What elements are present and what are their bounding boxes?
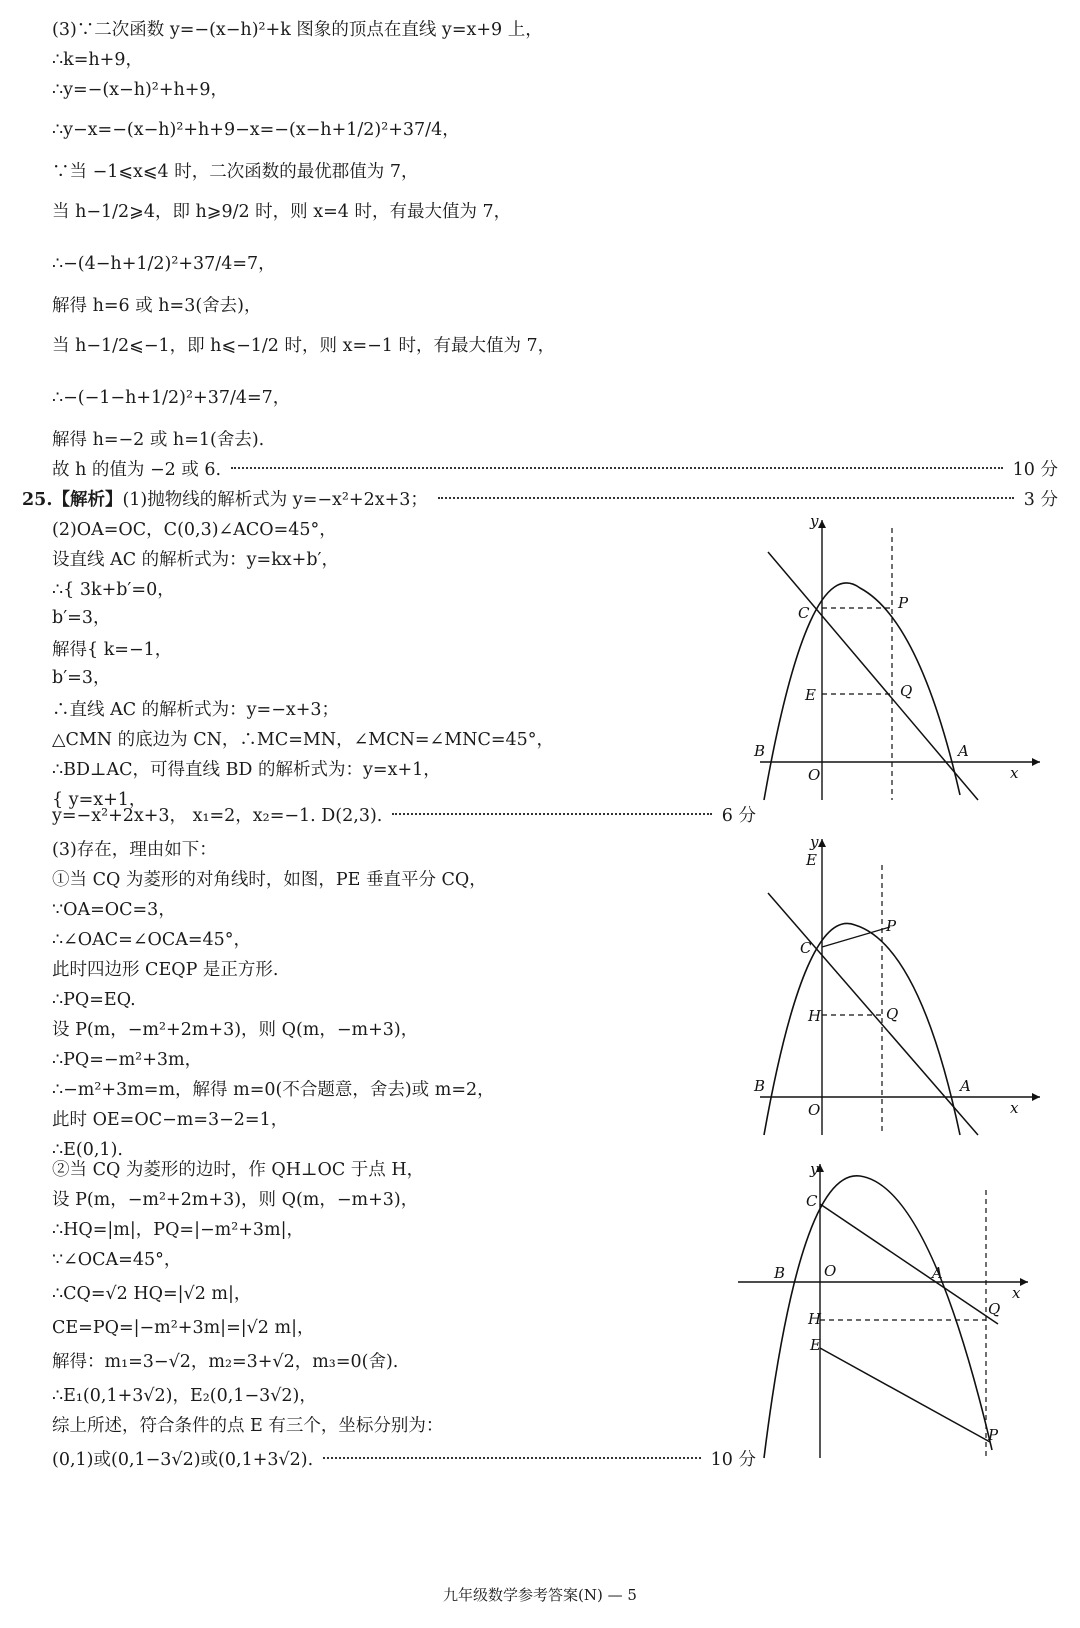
solution-line: ①当 CQ 为菱形的对角线时，如图，PE 垂直平分 CQ， <box>52 870 487 890</box>
segment-ep <box>820 1348 990 1442</box>
label-x: x <box>1012 1284 1021 1302</box>
label-a: A <box>958 742 969 760</box>
score-row <box>52 1448 756 1472</box>
label-q: Q <box>988 1300 1001 1318</box>
solution-line: ∵当 −1⩽x⩽4 时，二次函数的最优郡值为 7， <box>52 162 419 182</box>
solution-line: (3)∵二次函数 y=−(x−h)²+k 图象的顶点在直线 y=x+9 上， <box>52 20 543 40</box>
score-row <box>52 458 1058 482</box>
solution-line: ∵OA=OC=3， <box>52 900 176 920</box>
solution-line: 解得 h=6 或 h=3(舍去)， <box>52 296 262 316</box>
solution-line: (3)存在，理由如下： <box>52 840 217 860</box>
q25-header-row <box>22 488 1058 512</box>
solution-line: ∴∠OAC=∠OCA=45°， <box>52 930 252 950</box>
solution-line: { y=x+1， <box>52 790 147 810</box>
question-number: 25. <box>22 490 53 510</box>
label-a: A <box>932 1264 943 1282</box>
label-a: A <box>960 1077 971 1095</box>
parabola <box>764 923 960 1135</box>
solution-line: ∴E(0,1). <box>52 1140 123 1160</box>
dot-leader <box>231 467 1003 469</box>
solution-line: 当 h−1/2⩽−1，即 h⩽−1/2 时，则 x=−1 时，有最大值为 7， <box>52 336 556 356</box>
score-label: 10 分 <box>710 1450 756 1470</box>
solution-line: ∴PQ=−m²+3m， <box>52 1050 203 1070</box>
solution-line: CE=PQ=|−m²+3m|=|√2 m|， <box>52 1318 315 1338</box>
solution-line: ∴y=−(x−h)²+h+9， <box>52 80 229 100</box>
dot-leader <box>323 1457 700 1459</box>
label-p: P <box>886 917 897 935</box>
solution-line: ∴BD⊥AC，可得直线 BD 的解析式为：y=x+1， <box>52 760 441 780</box>
line-ca <box>820 1204 1001 1324</box>
solution-line: b′=3， <box>52 668 111 688</box>
score-row <box>52 804 756 828</box>
label-b: B <box>754 742 766 760</box>
dot-leader <box>392 813 711 815</box>
label-y: y <box>810 1160 819 1178</box>
solution-line: ∴k=h+9， <box>52 50 143 70</box>
solution-line: ∴PQ=EQ. <box>52 990 136 1010</box>
solution-line: ∴−(4−h+1/2)²+37/4=7， <box>52 254 276 274</box>
solution-line: 设 P(m，−m²+2m+3)，则 Q(m，−m+3)， <box>52 1020 419 1040</box>
solution-line: b′=3， <box>52 608 111 628</box>
solution-line: ∵∠OCA=45°， <box>52 1250 182 1270</box>
label-y: y <box>810 512 819 530</box>
parabola <box>764 583 960 800</box>
solution-line: 设 P(m，−m²+2m+3)，则 Q(m，−m+3)， <box>52 1190 419 1210</box>
solution-line: ∴HQ=|m|，PQ=|−m²+3m|， <box>52 1220 305 1240</box>
label-h: H <box>808 1007 822 1025</box>
label-b: B <box>774 1264 786 1282</box>
label-e: E <box>810 1336 821 1354</box>
solution-line: 解得：m₁=3−√2，m₂=3+√2，m₃=0(舍). <box>52 1352 399 1372</box>
solution-line: 故 h 的值为 −2 或 6. <box>52 460 222 480</box>
label-e: E <box>806 851 817 869</box>
solution-line: y=−x²+2x+3， x₁=2，x₂=−1. D(2,3). <box>52 806 383 826</box>
score-label: 6 分 <box>721 806 756 826</box>
solution-line: ∴直线 AC 的解析式为：y=−x+3； <box>52 700 340 720</box>
label-h: H <box>808 1310 822 1328</box>
label-x: x <box>1010 1099 1019 1117</box>
label-c: C <box>798 604 810 622</box>
solution-line: 设直线 AC 的解析式为：y=kx+b′， <box>52 550 340 570</box>
figure-1 <box>750 510 1050 810</box>
figure-2 <box>750 835 1050 1145</box>
solution-line: ∴CQ=√2 HQ=|√2 m|， <box>52 1284 252 1304</box>
solution-line: △CMN 的底边为 CN，∴MC=MN，∠MCN=∠MNC=45°， <box>52 730 555 750</box>
solution-line: ∴y−x=−(x−h)²+h+9−x=−(x−h+1/2)²+37/4， <box>52 120 460 140</box>
solution-line: 此时四边形 CEQP 是正方形. <box>52 960 279 980</box>
solution-line: 解得 h=−2 或 h=1(舍去). <box>52 430 265 450</box>
solution-line: 此时 OE=OC−m=3−2=1， <box>52 1110 289 1130</box>
solution-line: (1)抛物线的解析式为 y=−x²+2x+3； <box>122 490 428 510</box>
figure-3 <box>730 1158 1050 1464</box>
solution-line: ②当 CQ 为菱形的边时，作 QH⊥OC 于点 H， <box>52 1160 425 1180</box>
x-axis-arrow <box>1020 1278 1028 1286</box>
solution-line: (2)OA=OC，C(0,3)∠ACO=45°， <box>52 520 337 540</box>
solution-line: ∴−(−1−h+1/2)²+37/4=7， <box>52 388 291 408</box>
label-c: C <box>800 939 812 957</box>
x-axis-arrow <box>1032 1093 1040 1101</box>
label-o: O <box>808 766 821 784</box>
label-x: x <box>1010 764 1019 782</box>
label-q: Q <box>900 682 913 700</box>
page-footer: 九年级数学参考答案(N) — 5 <box>443 1586 637 1604</box>
dot-leader <box>438 497 1014 499</box>
solution-line: ∴−m²+3m=m，解得 m=0(不合题意，舍去)或 m=2， <box>52 1080 495 1100</box>
label-y: y <box>810 835 819 851</box>
analysis-tag: 【解析】 <box>52 490 123 510</box>
solution-line: 当 h−1/2⩾4，即 h⩾9/2 时，则 x=4 时，有最大值为 7， <box>52 202 512 222</box>
label-b: B <box>754 1077 766 1095</box>
y-axis-arrow <box>818 839 826 847</box>
score-label: 3 分 <box>1023 490 1058 510</box>
line-ac <box>768 552 978 800</box>
solution-line: (0,1)或(0,1−3√2)或(0,1+3√2). <box>52 1450 314 1470</box>
solution-line: ∴{ 3k+b′=0， <box>52 580 175 600</box>
label-c: C <box>806 1192 818 1210</box>
label-p: P <box>898 594 909 612</box>
solution-line: ∴E₁(0,1+3√2)，E₂(0,1−3√2)， <box>52 1386 317 1406</box>
x-axis-arrow <box>1032 758 1040 766</box>
score-label: 10 分 <box>1012 460 1058 480</box>
label-e: E <box>805 686 816 704</box>
y-axis-arrow <box>818 520 826 528</box>
label-p: P <box>988 1426 999 1444</box>
label-o: O <box>824 1262 837 1280</box>
label-q: Q <box>886 1005 899 1023</box>
parabola <box>764 1176 992 1458</box>
solution-line: 综上所述，符合条件的点 E 有三个，坐标分别为： <box>52 1416 444 1436</box>
solution-line: 解得{ k=−1， <box>52 640 173 660</box>
line-ac <box>768 893 978 1135</box>
label-o: O <box>808 1101 821 1119</box>
